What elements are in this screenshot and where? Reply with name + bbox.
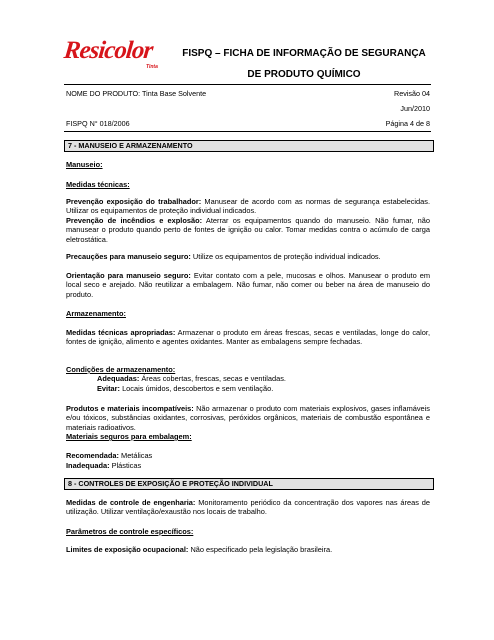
medidas-apropriadas-text: Armazenar o produto em áreas frescas, secas e ventiladas, longe do calor, fontes de ignição, alimento e agentes oxidantes. Manter as embalagens sempre fechadas. <box>66 328 430 347</box>
adequadas-text: Áreas cobertas, frescas, secas e ventiladas. <box>139 374 286 383</box>
medidas-tecnicas-heading: Medidas técnicas: <box>66 180 130 189</box>
resicolor-logo <box>64 38 164 78</box>
armazenamento-heading: Armazenamento: <box>66 309 126 318</box>
prevencao-exposicao <box>66 197 430 216</box>
prevencao-exposicao-text: Manusear de acordo com as normas de segurança estabelecidas. Utilizar os equipamentos de proteção individual indicados. <box>66 197 431 216</box>
medidas-apropriadas-label: Medidas técnicas apropriadas: <box>66 328 176 337</box>
precaucoes-text: Utilize os equipamentos de proteção individual indicados. <box>190 252 381 261</box>
section-7-heading: 7 - MANUSEIO E ARMAZENAMENTO <box>64 140 434 152</box>
condicoes-heading: Condições de armazenamento: <box>66 365 176 374</box>
produtos-incompativeis <box>66 404 430 432</box>
evitar-text: Locais úmidos, descobertos e sem ventilação. <box>120 384 274 393</box>
fispq-number: FISPQ N° 018/2006 <box>66 119 130 128</box>
orientacao-text: Evitar contato com a pele, mucosas e olhos. Manusear o produto em local seco e arejado. Não reutilizar a embalagem. Não fumar, não comer ou beber na área de manuseio do produto. <box>66 271 430 299</box>
recomendada-text: Metálicas <box>118 451 153 460</box>
materiais-seguros-heading: Materiais seguros para embalagem: <box>66 432 192 441</box>
product-name: NOME DO PRODUTO: Tinta Base Solvente <box>66 89 207 98</box>
prevencao-incendios-text: Aterrar os equipamentos quando do manuseio. Não fumar, não manusear o produto quando perto de fontes de ignição ou calor. Tomar medidas contra o acúmulo de carga eletrostática. <box>66 216 430 244</box>
meta-divider <box>64 131 431 132</box>
precaucoes-label: Precauções para manuseio seguro: <box>66 252 191 261</box>
limites-label: Limites de exposição ocupacional: <box>66 545 189 554</box>
section-8-heading: 8 - CONTROLES DE EXPOSIÇÃO E PROTEÇÃO INDIVIDUAL <box>64 478 434 490</box>
evitar-label: Evitar: <box>97 384 121 393</box>
precaucoes-manuseio <box>66 252 430 261</box>
prevencao-incendios-label: Prevenção de incêndios e explosão: <box>66 216 203 225</box>
manuseio-heading: Manuseio: <box>66 160 103 169</box>
page-number: Página 4 de 8 <box>385 119 430 128</box>
orientacao-label: Orientação para manuseio seguro: <box>66 271 191 280</box>
incompativeis-text: Não armazenar o produto com materiais explosivos, gases inflamáveis e/ou tóxicos, substâncias oxidantes, corrosivas, peróxidos orgânicos, materiais de combustão espontânea e materiais radioativos. <box>66 404 430 432</box>
adequadas-label: Adequadas: <box>97 374 140 383</box>
incompativeis-label: Produtos e materiais incompatíveis: <box>66 404 194 413</box>
inadequada <box>66 461 430 470</box>
revision: Revisão 04 <box>394 89 430 98</box>
controle-engenharia <box>66 498 430 517</box>
inadequada-label: Inadequada: <box>66 461 110 470</box>
title-line-2: DE PRODUTO QUÍMICO <box>247 69 361 80</box>
controle-engenharia-text: Monitoramento periódico da concentração dos vapores nas áreas de utilização. Utilizar ventilação/exaustão nos locais de trabalho. <box>66 498 431 517</box>
controle-engenharia-label: Medidas de controle de engenharia: <box>66 498 196 507</box>
logo-wordmark: Resicolor <box>62 37 154 64</box>
orientacao-manuseio <box>66 271 430 299</box>
adequadas <box>66 374 461 383</box>
inadequada-text: Plásticas <box>109 461 142 470</box>
recomendada-label: Recomendada: <box>66 451 119 460</box>
prevencao-exposicao-label: Prevenção exposição do trabalhador: <box>66 197 202 206</box>
title-line-1: FISPQ – FICHA DE INFORMAÇÃO DE SEGURANÇA <box>182 48 426 59</box>
revision-date: Jun/2010 <box>400 104 430 113</box>
prevencao-incendios <box>66 216 430 244</box>
limites-exposicao <box>66 545 430 554</box>
limites-text: Não especificado pela legislação brasileira. <box>188 545 333 554</box>
document-title <box>178 43 430 85</box>
medidas-apropriadas <box>66 328 430 347</box>
evitar <box>66 384 461 393</box>
parametros-heading: Parâmetros de controle específicos: <box>66 527 194 536</box>
header-divider <box>64 84 431 85</box>
logo-tag: Tinta <box>146 64 158 70</box>
recomendada <box>66 451 430 460</box>
